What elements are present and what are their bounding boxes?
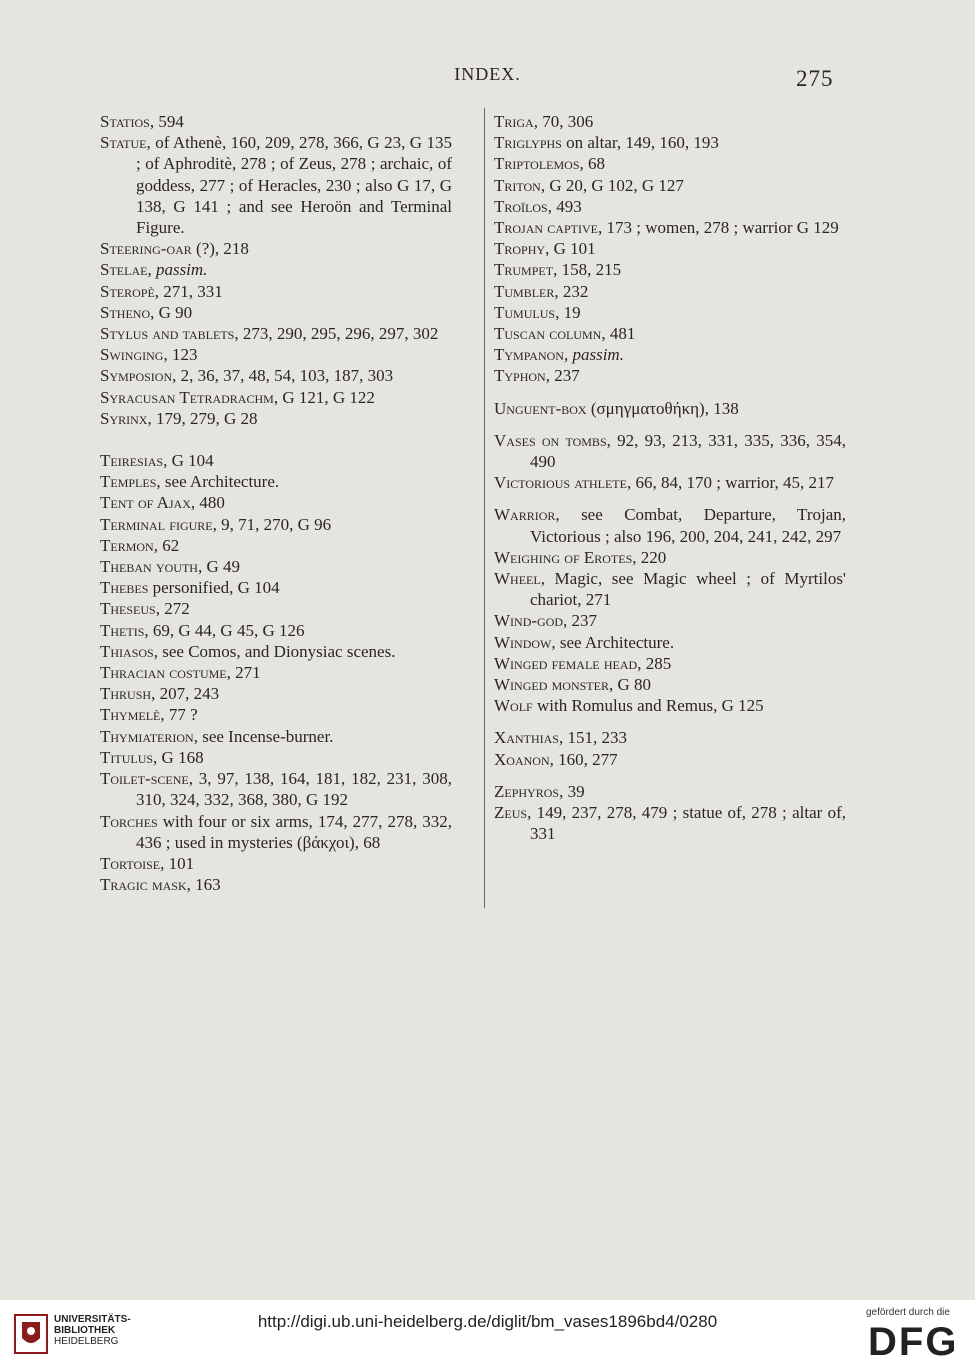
entry-references: , 163: [186, 875, 221, 895]
page-number: 275: [796, 66, 834, 91]
index-entry: [100, 874, 452, 895]
index-entry: [100, 344, 452, 365]
entry-headword: Xoanon: [494, 749, 550, 769]
digitization-footer: [0, 1300, 975, 1368]
entry-references: , passim.: [147, 260, 208, 280]
entry-headword: Warrior: [494, 505, 556, 525]
section-gap: [100, 429, 452, 450]
index-entry: [100, 726, 452, 747]
entry-references: , 179, 279, G 28: [147, 408, 258, 428]
entry-references: , see Architecture.: [156, 472, 280, 492]
entry-references: , 480: [190, 493, 225, 513]
entry-references: on altar, 149, 160, 193: [561, 133, 719, 153]
entry-headword: Wheel: [494, 569, 541, 589]
entry-references: , of Athenè, 160, 209, 278, 366, G 23, G 135 ; of Aphroditè, 278 ; of Zeus, 278 ; archaic, of goddess, 277 ; of Heracles, 230 ; also G 17, G 138, G 141 ; and see Heroön and Terminal Figure.: [136, 133, 452, 238]
entry-headword: Victorious athlete: [494, 473, 627, 493]
entry-headword: Steropè: [100, 281, 155, 301]
entry-headword: Theseus: [100, 599, 156, 619]
dfg-logo: DFG: [868, 1320, 959, 1364]
index-entry: [100, 620, 452, 641]
index-entry: [494, 111, 846, 132]
entry-headword: Statios: [100, 112, 150, 131]
index-entry: [494, 727, 846, 748]
entry-references: with Romulus and Remus, G 125: [532, 696, 764, 716]
entry-references: , 77 ?: [160, 705, 198, 725]
entry-headword: Thracian costume: [100, 663, 227, 683]
entry-headword: Trophy: [494, 239, 546, 259]
entry-headword: Teiresias: [100, 451, 164, 471]
entry-references: with four or six arms, 174, 277, 278, 332, 436 ; used in mysteries (βάκχοι), 68: [136, 811, 452, 852]
entry-references: , 19: [555, 302, 581, 322]
entry-references: , 62: [153, 535, 180, 555]
entry-headword: Window: [494, 632, 552, 652]
entry-references: , 149, 237, 278, 479 ; statue of, 278 ; altar of, 331: [527, 803, 846, 844]
entry-headword: Trumpet: [494, 260, 554, 280]
index-entry: [100, 323, 452, 344]
entry-headword: Stheno: [100, 302, 151, 322]
index-entry: [100, 768, 452, 810]
index-entry: [100, 641, 452, 662]
index-entry: [100, 365, 452, 386]
index-entry: [100, 492, 452, 513]
entry-references: , 69, G 44, G 45, G 126: [144, 620, 305, 640]
index-entry: [494, 259, 846, 280]
section-gap: [494, 716, 846, 727]
entry-references: , passim.: [563, 345, 624, 365]
index-entry: [100, 535, 452, 556]
section-gap: [494, 387, 846, 398]
entry-headword: Typhon: [494, 366, 546, 386]
index-entry: [494, 781, 846, 802]
entry-headword: Steering-oar: [100, 239, 192, 259]
index-entry: [494, 281, 846, 302]
entry-headword: Tent of Ajax: [100, 493, 191, 513]
index-entry: [494, 217, 846, 238]
entry-headword: Triton: [494, 175, 541, 195]
entry-headword: Torches: [100, 811, 158, 831]
entry-headword: Thrush: [100, 684, 152, 704]
section-gap: [494, 493, 846, 504]
entry-references: , 2, 36, 37, 48, 54, 103, 187, 303: [172, 366, 394, 386]
entry-headword: Tumulus: [494, 302, 556, 322]
entry-headword: Theban youth: [100, 557, 198, 577]
index-entry: [494, 196, 846, 217]
index-entry: [100, 281, 452, 302]
entry-headword: Thiasos: [100, 641, 154, 661]
permalink-url[interactable]: http://digi.ub.uni-heidelberg.de/diglit/bm_vases1896bd4/0280: [257, 1312, 718, 1331]
entry-references: , 237: [563, 611, 598, 631]
index-entry: [494, 802, 846, 844]
entry-headword: Wolf: [494, 696, 533, 716]
index-entry: [494, 344, 846, 365]
entry-headword: Temples: [100, 472, 157, 492]
index-entry: [100, 514, 452, 535]
entry-references: , G 104: [163, 451, 214, 471]
entry-references: , 273, 290, 295, 296, 297, 302: [234, 324, 439, 344]
entry-references: , 3, 97, 138, 164, 181, 182, 231, 308, 310, 324, 332, 368, 380, G 192: [136, 769, 452, 810]
index-entry: [494, 632, 846, 653]
entry-references: (?), 218: [191, 239, 249, 259]
entry-headword: Swinging: [100, 345, 164, 365]
entry-references: , 160, 277: [549, 749, 618, 769]
entry-references: , 481: [601, 324, 636, 344]
index-entry: [100, 704, 452, 725]
entry-references: , 272: [155, 599, 190, 619]
index-entry: [100, 408, 452, 429]
entry-headword: Wind-god: [494, 611, 564, 631]
entry-references: , 220: [632, 547, 667, 567]
entry-references: , see Incense-burner.: [193, 726, 334, 746]
entry-references: , see Comos, and Dionysiac scenes.: [153, 641, 396, 661]
entry-headword: Triga: [494, 112, 534, 131]
entry-headword: Troïlos: [494, 196, 548, 216]
index-entry: [494, 323, 846, 344]
entry-references: , 207, 243: [151, 684, 220, 704]
index-entry: [100, 747, 452, 768]
index-entry: [494, 398, 846, 419]
entry-references: , 493: [547, 196, 582, 216]
index-entry: [494, 674, 846, 695]
index-entry: [494, 568, 846, 610]
index-entry: [494, 365, 846, 386]
index-column-left: [100, 111, 452, 895]
entry-headword: Trojan captive: [494, 218, 598, 238]
section-gap: [494, 419, 846, 430]
entry-references: , 70, 306: [533, 112, 594, 131]
entry-headword: Thebes: [100, 578, 149, 598]
index-entry: [494, 653, 846, 674]
index-entry: [100, 811, 452, 853]
entry-headword: Stylus and tablets: [100, 324, 235, 344]
entry-headword: Zephyros: [494, 781, 560, 801]
entry-references: , 39: [559, 781, 585, 801]
entry-headword: Thymelè: [100, 705, 161, 725]
entry-references: , G 101: [545, 239, 596, 259]
index-entry: [100, 471, 452, 492]
entry-references: , 158, 215: [553, 260, 622, 280]
index-entry: [494, 695, 846, 716]
index-entry: [494, 132, 846, 153]
entry-headword: Zeus: [494, 803, 528, 823]
index-entry: [100, 387, 452, 408]
index-entry: [100, 238, 452, 259]
index-entry: [494, 610, 846, 631]
entry-headword: Thymiaterion: [100, 726, 194, 746]
index-entry: [100, 450, 452, 471]
entry-references: , G 90: [150, 302, 193, 322]
index-entry: [100, 111, 452, 132]
entry-references: (σμηγματοθήκη), 138: [586, 398, 739, 418]
entry-references: , 271, 331: [154, 281, 223, 301]
entry-headword: Tortoise: [100, 853, 161, 873]
entry-references: , 271: [226, 663, 261, 683]
index-entry: [100, 259, 452, 280]
entry-headword: Xanthias: [494, 728, 559, 748]
entry-references: , 123: [163, 345, 198, 365]
index-entry: [100, 683, 452, 704]
index-entry: [100, 577, 452, 598]
index-entry: [494, 504, 846, 546]
funded-by-label: gefördert durch die: [866, 1307, 950, 1318]
entry-references: , see Combat, Departure, Trojan, Victorious ; also 196, 200, 204, 241, 242, 297: [530, 505, 846, 546]
index-entry: [100, 598, 452, 619]
entry-headword: Terminal figure: [100, 514, 213, 534]
entry-headword: Winged monster: [494, 675, 609, 695]
entry-headword: Statue: [100, 133, 147, 153]
entry-references: , 9, 71, 270, G 96: [212, 514, 332, 534]
entry-headword: Triptolemos: [494, 154, 580, 174]
entry-references: , G 80: [608, 675, 651, 695]
entry-headword: Toilet-scene: [100, 769, 189, 789]
entry-references: , 285: [637, 653, 672, 673]
index-entry: [100, 302, 452, 323]
entry-headword: Syracusan Tetradrachm: [100, 387, 274, 407]
entry-references: personified, G 104: [148, 578, 280, 598]
index-entry: [494, 302, 846, 323]
institution-line: UNIVERSITÄTS-: [54, 1314, 131, 1325]
entry-headword: Termon: [100, 535, 154, 555]
entry-references: , G 49: [197, 557, 240, 577]
entry-headword: Tumbler: [494, 281, 555, 301]
entry-headword: Triglyphs: [494, 133, 562, 153]
entry-references: , 66, 84, 170 ; warrior, 45, 217: [626, 473, 835, 493]
index-entry: [100, 556, 452, 577]
entry-headword: Unguent-box: [494, 398, 587, 418]
entry-headword: Winged female head: [494, 653, 638, 673]
entry-references: , 237: [545, 366, 580, 386]
entry-headword: Tympanon: [494, 345, 564, 365]
index-entry: [100, 132, 452, 238]
index-entry: [100, 853, 452, 874]
entry-headword: Weighing of Erotes: [494, 547, 633, 567]
entry-headword: Symposion: [100, 366, 173, 386]
entry-references: , G 121, G 122: [273, 387, 375, 407]
index-entry: [494, 430, 846, 472]
institution-line: BIBLIOTHEK: [54, 1325, 116, 1336]
entry-references: , 594: [149, 112, 184, 131]
entry-references: , G 168: [153, 747, 204, 767]
index-entry: [494, 238, 846, 259]
entry-headword: Tuscan column: [494, 324, 602, 344]
entry-references: , 101: [160, 853, 195, 873]
entry-headword: Titulus: [100, 747, 154, 767]
entry-references: , 173 ; women, 278 ; warrior G 129: [597, 218, 839, 238]
index-column-right: [494, 111, 846, 845]
entry-references: , Magic, see Magic wheel ; of Myrtilos' chariot, 271: [530, 569, 846, 610]
column-divider: [484, 108, 485, 908]
entry-headword: Stelae: [100, 260, 148, 280]
entry-references: , 92, 93, 213, 331, 335, 336, 354, 490: [530, 430, 846, 472]
entry-headword: Vases on tombs: [494, 430, 607, 450]
entry-headword: Thetis: [100, 620, 145, 640]
entry-references: , G 20, G 102, G 127: [540, 175, 684, 195]
section-gap: [494, 770, 846, 781]
entry-references: , see Architecture.: [551, 632, 675, 652]
index-entry: [494, 153, 846, 174]
entry-references: , 68: [579, 154, 606, 174]
entry-references: , 232: [554, 281, 589, 301]
index-entry: [494, 749, 846, 770]
entry-headword: Syrinx: [100, 408, 148, 428]
entry-references: , 151, 233: [558, 728, 627, 748]
index-entry: [100, 662, 452, 683]
institution-line: HEIDELBERG: [54, 1336, 119, 1347]
entry-headword: Tragic mask: [100, 875, 187, 895]
index-entry: [494, 547, 846, 568]
page-header-title: INDEX.: [454, 64, 521, 84]
index-entry: [494, 175, 846, 196]
index-entry: [494, 472, 846, 493]
